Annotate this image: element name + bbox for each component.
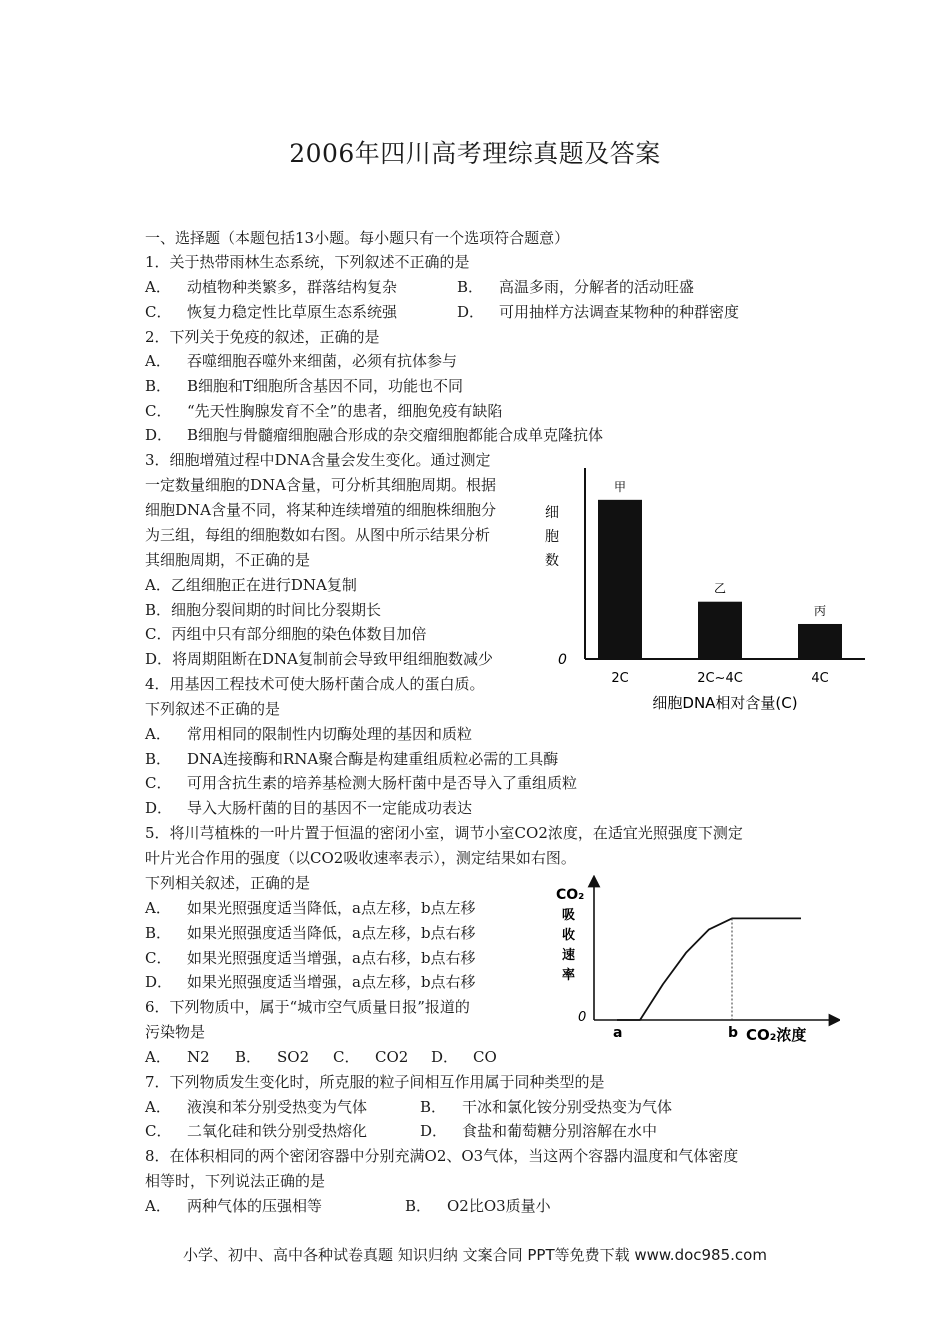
q8-options xyxy=(145,1196,551,1216)
q1-b-label: B． xyxy=(457,278,484,296)
q1-a-label: A． xyxy=(145,278,171,296)
q4-option-c: 可用含抗生素的培养基检测大肠杆菌中是否导入了重组质粒 xyxy=(187,774,578,792)
q3-stem-2: 一定数量细胞的DNA含量，可分析其细胞周期。根据 xyxy=(145,476,496,494)
q6-options xyxy=(145,1047,497,1067)
bar-1 xyxy=(598,500,642,659)
section-header: 一、选择题（本题包括13小题。每小题只有一个选项符合题意） xyxy=(145,229,570,247)
q6-stem-2: 污染物是 xyxy=(145,1023,206,1041)
q2-stem: 2．下列关于免疫的叙述，正确的是 xyxy=(145,328,380,346)
q6-option-c: CO2 xyxy=(375,1048,409,1066)
q4-option-d: 导入大肠杆菌的目的基因不一定能成功表达 xyxy=(187,799,473,817)
line-ylabel-3: 收 xyxy=(562,928,576,943)
q4-option-d-row xyxy=(145,798,472,818)
q3-stem-4: 为三组，每组的细胞数如右图。从图中所示结果分析 xyxy=(145,526,491,544)
line-ylabel-2: 吸 xyxy=(562,908,576,923)
q6-d-label: D． xyxy=(431,1048,459,1066)
q7-b-label: B． xyxy=(420,1098,447,1116)
q4-stem-1: 4．用基因工程技术可使大肠杆菌合成人的蛋白质。 xyxy=(145,675,485,693)
q2-option-a: 吞噬细胞吞噬外来细菌，必须有抗体参与 xyxy=(187,352,458,370)
q6-b-label: B． xyxy=(235,1048,262,1066)
q1-option-c: 恢复力稳定性比草原生态系统强 xyxy=(187,303,398,321)
bar-category-label-2: 2C~4C xyxy=(697,671,743,686)
q8-stem-2: 相等时，下列说法正确的是 xyxy=(145,1172,326,1190)
q3-option-d: D．将周期阻断在DNA复制前会导致甲组细胞数减少 xyxy=(145,650,494,668)
line-origin-label: 0 xyxy=(578,1010,587,1025)
q2-d-label: D． xyxy=(145,426,173,444)
dna-content-bar-chart xyxy=(540,460,875,720)
page-title: 2006年四川高考理综真题及答案 xyxy=(289,139,661,168)
q1-stem: 1．关于热带雨林生态系统，下列叙述不正确的是 xyxy=(145,253,470,271)
co2-absorption-line-chart xyxy=(550,875,840,1050)
q5-option-c-row xyxy=(145,948,476,968)
q7-option-a: 液溴和苯分别受热变为气体 xyxy=(187,1098,368,1116)
footer-ad: 小学、初中、高中各种试卷真题 知识归纳 文案合同 PPT等免费下载 www.doc985.com xyxy=(183,1246,767,1264)
q5-stem-3: 下列相关叙述，正确的是 xyxy=(145,874,311,892)
bar-origin-label: 0 xyxy=(558,652,567,668)
q8-b-label: B． xyxy=(405,1197,432,1215)
q5-option-d-row xyxy=(145,972,476,992)
q5-option-b-row xyxy=(145,923,476,943)
q7-option-c: 二氧化硅和铁分别受热熔化 xyxy=(187,1122,368,1140)
q7-option-d: 食盐和葡萄糖分别溶解在水中 xyxy=(462,1122,658,1140)
bar-ylabel-3: 数 xyxy=(545,553,559,569)
q3-stem-1: 3．细胞增殖过程中DNA含量会发生变化。通过测定 xyxy=(145,451,491,469)
q7-a-label: A． xyxy=(145,1098,171,1116)
q6-c-label: C． xyxy=(333,1048,360,1066)
q5-b-label: B． xyxy=(145,924,172,942)
q4-stem-2: 下列叙述不正确的是 xyxy=(145,700,281,718)
q2-a-label: A． xyxy=(145,352,171,370)
q4-option-a-row xyxy=(145,724,472,744)
q6-option-b: SO2 xyxy=(277,1048,310,1066)
bar-group-label-1: 甲 xyxy=(613,479,627,494)
bar-2 xyxy=(698,602,742,659)
line-ylabel-5: 率 xyxy=(562,968,576,983)
q2-b-label: B． xyxy=(145,377,172,395)
q1-c-label: C． xyxy=(145,303,172,321)
q4-option-b: DNA连接酶和RNA聚合酶是构建重组质粒必需的工具酶 xyxy=(187,750,559,768)
bar-category-label-3: 4C xyxy=(811,671,829,686)
q5-stem-2: 叶片光合作用的强度（以CO2吸收速率表示），测定结果如右图。 xyxy=(145,849,576,867)
bar-category-label-1: 2C xyxy=(611,671,629,686)
q8-a-label: A． xyxy=(145,1197,171,1215)
q5-option-b: 如果光照强度适当降低，a点左移，b点右移 xyxy=(187,924,476,942)
q5-a-label: A． xyxy=(145,899,171,917)
q3-option-b: B．细胞分裂间期的时间比分裂期长 xyxy=(145,601,382,619)
q4-option-a: 常用相同的限制性内切酶处理的基因和质粒 xyxy=(187,725,473,743)
co2-absorption-curve xyxy=(617,918,801,1020)
q8-stem-1: 8．在体积相同的两个密闭容器中分别充满O2、O3气体，当这两个容器内温度和气体密度 xyxy=(145,1147,739,1165)
q4-b-label: B． xyxy=(145,750,172,768)
q7-c-label: C． xyxy=(145,1122,172,1140)
q6-stem-1: 6．下列物质中，属于“城市空气质量日报”报道的 xyxy=(145,998,470,1016)
q4-a-label: A． xyxy=(145,725,171,743)
bar-ylabel-2: 胞 xyxy=(545,529,559,545)
bar-group-label-2: 乙 xyxy=(713,581,727,596)
line-ylabel-1: CO₂ xyxy=(556,887,585,903)
bar-group-label-3: 丙 xyxy=(813,603,827,618)
q5-stem-1: 5．将川芎植株的一叶片置于恒温的密闭小室，调节小室CO2浓度，在适宜光照强度下测定 xyxy=(145,824,743,842)
q7-options-ab xyxy=(145,1097,672,1117)
q1-options-cd xyxy=(145,302,739,322)
q5-option-a-row xyxy=(145,898,476,918)
q7-stem: 7．下列物质发生变化时，所克服的粒子间相互作用属于同种类型的是 xyxy=(145,1073,605,1091)
point-a-label: a xyxy=(613,1025,623,1041)
point-b-label: b xyxy=(728,1025,739,1041)
bar-ylabel-1: 细 xyxy=(545,505,559,521)
q7-option-b: 干冰和氯化铵分别受热变为气体 xyxy=(462,1098,673,1116)
q2-option-c-row xyxy=(145,401,502,421)
q4-option-b-row xyxy=(145,749,558,769)
q5-option-d: 如果光照强度适当增强，a点左移，b点右移 xyxy=(187,973,476,991)
q2-option-b-row xyxy=(145,376,463,396)
q3-option-c: C．丙组中只有部分细胞的染色体数目加倍 xyxy=(145,625,427,643)
q5-option-c: 如果光照强度适当增强，a点右移，b点右移 xyxy=(187,949,476,967)
q5-c-label: C． xyxy=(145,949,172,967)
q1-d-label: D． xyxy=(457,303,485,321)
q4-c-label: C． xyxy=(145,774,172,792)
q1-option-b: 高温多雨，分解者的活动旺盛 xyxy=(499,278,695,296)
q7-d-label: D． xyxy=(420,1122,448,1140)
q2-option-a-row xyxy=(145,351,457,371)
q2-option-b: B细胞和T细胞所含基因不同，功能也不同 xyxy=(187,377,464,395)
q8-option-a: 两种气体的压强相等 xyxy=(187,1197,323,1215)
q5-option-a: 如果光照强度适当降低，a点左移，b点左移 xyxy=(187,899,476,917)
bar-xlabel: 细胞DNA相对含量(C) xyxy=(652,694,798,712)
q6-a-label: A． xyxy=(145,1048,171,1066)
q1-options-ab xyxy=(145,277,694,297)
q4-d-label: D． xyxy=(145,799,173,817)
q6-option-a: N2 xyxy=(187,1048,210,1066)
line-xlabel: CO₂浓度 xyxy=(746,1026,807,1044)
line-ylabel-4: 速 xyxy=(562,948,576,963)
q2-option-d: B细胞与骨髓瘤细胞融合形成的杂交瘤细胞都能合成单克隆抗体 xyxy=(187,426,604,444)
q2-option-c: “先天性胸腺发育不全”的患者，细胞免疫有缺陷 xyxy=(187,402,503,420)
q3-stem-5: 其细胞周期，不正确的是 xyxy=(145,551,311,569)
q1-option-a: 动植物种类繁多，群落结构复杂 xyxy=(187,278,398,296)
q4-option-c-row xyxy=(145,773,577,793)
q1-option-d: 可用抽样方法调查某物种的种群密度 xyxy=(499,303,740,321)
q3-stem-3: 细胞DNA含量不同，将某种连续增殖的细胞株细胞分 xyxy=(145,501,496,519)
q7-options-cd xyxy=(145,1121,657,1141)
q2-option-d-row xyxy=(145,425,603,445)
q5-d-label: D． xyxy=(145,973,173,991)
q2-c-label: C． xyxy=(145,402,172,420)
q6-option-d: CO xyxy=(473,1048,497,1066)
q8-option-b: O2比O3质量小 xyxy=(447,1197,551,1215)
bar-3 xyxy=(798,624,842,659)
q3-option-a: A．乙组细胞正在进行DNA复制 xyxy=(145,576,357,594)
